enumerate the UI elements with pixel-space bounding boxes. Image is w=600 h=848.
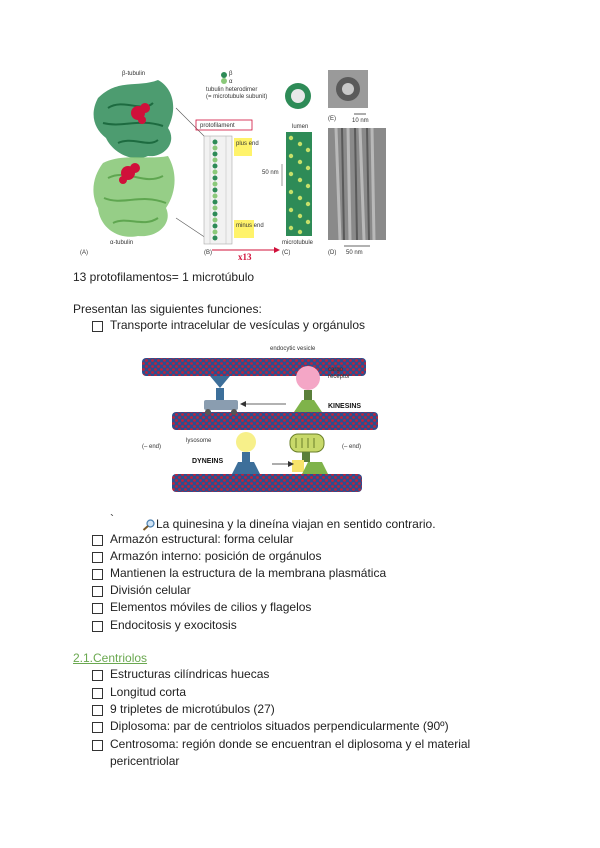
checkbox[interactable] [92,705,103,716]
centriolo-item [92,719,449,734]
centriolo-item-label: 9 tripletes de microtúbulos (27) [110,702,275,716]
checkbox[interactable] [92,740,103,751]
heterodimer-label: tubulin heterodimer [206,87,258,93]
function-item-label: Armazón estructural: forma celular [110,532,294,546]
microtubule-bottom [172,474,362,492]
receptor-label: receptor [328,374,351,380]
em-longitudinal-image [328,128,386,240]
endocytic-vesicle-label: endocytic vesicle [270,346,316,352]
ten-nm-label: 10 nm [352,118,369,124]
heterodimer-icon [221,72,227,84]
fifty-nm-label: 50 nm [262,170,279,176]
panel-d-label: (D) [328,250,337,256]
centrosoma-line-2: pericentriolar [110,754,180,768]
minus-end-left-label: (– end) [142,444,162,450]
em-cross-section-image [328,70,368,108]
centriolo-item-label: Diplosoma: par de centriolos situados perpendicularmente (90º) [110,719,449,733]
microtubule-label: microtubule [282,240,314,246]
centrosoma-item [92,737,470,769]
function-item [92,583,191,598]
cargo-label: cargo [328,367,344,373]
checkbox[interactable] [92,569,103,580]
alpha-symbol: α [229,79,233,85]
function-item-label: Elementos móviles de cilios y flagelos [110,600,312,614]
minus-end-right-label: (– end) [342,444,362,450]
microtubule-structure-figure [78,68,388,264]
kinesin-mitochondrion [290,434,328,474]
caption-protofilaments: 13 protofilamentos= 1 microtúbulo [73,270,255,284]
note-text: La quinesina y la dineína viajan en sentido contrario. [156,517,436,531]
function-item-label: Armazón interno: posición de orgánulos [110,549,322,563]
checkbox[interactable] [92,621,103,632]
dyneins-label: DYNEINS [192,458,224,465]
kinesin-vesicle [294,366,322,412]
microtubule-cylinder [286,132,312,236]
heterodimer-sub-label: (= microtubule subunit) [206,94,268,100]
centriolo-item [92,667,269,682]
protofilament-column [204,136,232,244]
alpha-tubulin-label: α-tubulin [110,240,134,246]
function-item-label: Mantienen la estructura de la membrana plasmática [110,566,387,580]
lumen-label: lumen [292,124,309,130]
centriolo-item [92,702,275,717]
section-heading-centriolos[interactable]: 2.1.Centriolos [73,651,148,665]
function-item [92,618,237,633]
magnifier-icon [142,519,156,531]
minus-end-label: minus end [236,223,264,229]
checkbox[interactable] [92,321,103,332]
checkbox[interactable] [92,722,103,733]
kinesins-label: KINESINS [328,403,362,410]
beta-symbol: β [229,71,233,77]
functions-intro: Presentan las siguientes funciones: [73,302,262,316]
checkbox[interactable] [92,688,103,699]
function-item [92,532,293,547]
function-item [92,600,311,615]
microtubule-cross-section [285,83,311,109]
checkbox[interactable] [92,552,103,563]
function-item [92,566,386,581]
centriolo-item [92,685,186,700]
centriolo-item-label: Longitud corta [110,685,187,699]
microtubule-middle [172,412,378,430]
function-item-transport [92,318,365,333]
panel-e-label: (E) [328,116,336,122]
tubulin-dimer-ribbon [93,80,174,237]
dynein-lysosome [232,432,260,474]
x13-label: x13 [238,252,252,262]
centrosoma-line-1: Centrosoma: región donde se encuentran el diplosoma y el material [110,737,471,751]
checkbox[interactable] [92,535,103,546]
note-tick: ` [110,512,114,526]
function-item-label: División celular [110,583,191,597]
checkbox[interactable] [92,670,103,681]
centriolo-item-label: Estructuras cilíndricas huecas [110,667,270,681]
plus-end-label: plus end [236,141,259,147]
protofilament-label: protofilament [200,123,235,129]
dynein-vehicle [204,376,238,415]
panel-b-label: (B) [204,250,212,256]
lysosome-label: lysosome [186,438,212,444]
panel-c-label: (C) [282,250,291,256]
beta-tubulin-label: β-tubulin [122,71,146,77]
function-item-label: Endocitosis y exocitosis [110,618,237,632]
note-row [142,517,436,532]
function-item-label: Transporte intracelular de vesículas y orgánulos [110,318,366,332]
panel-a-label: (A) [80,250,88,256]
checkbox[interactable] [92,603,103,614]
motor-proteins-figure [142,338,378,502]
checkbox[interactable] [92,586,103,597]
fifty-nm-scale-label: 50 nm [346,250,363,256]
function-item [92,549,321,564]
